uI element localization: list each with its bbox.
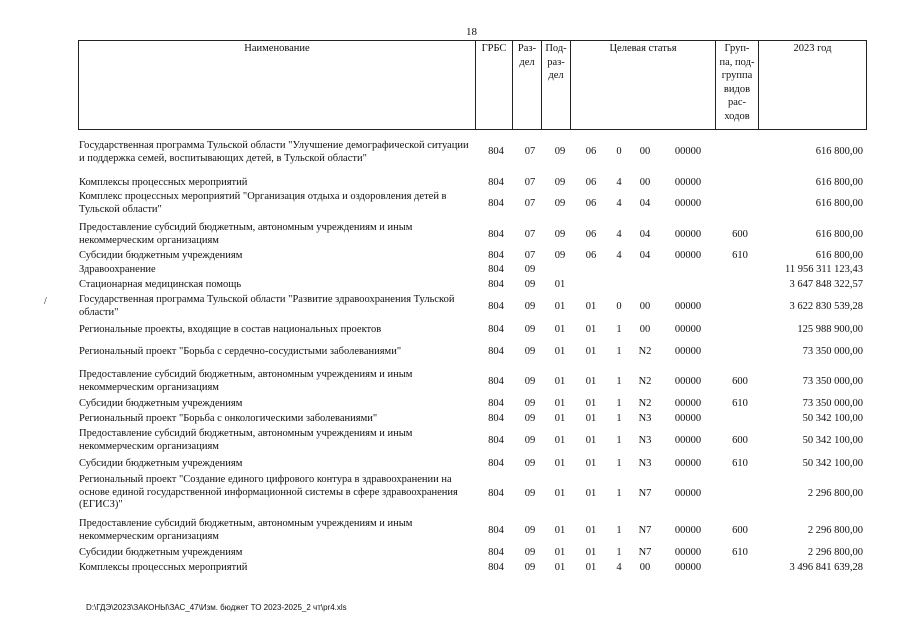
- row-amount: 3 622 830 539,28: [789, 301, 863, 312]
- row-grbs: 804: [488, 146, 504, 157]
- row-amount: 616 800,00: [815, 229, 863, 240]
- row-grbs: 804: [488, 301, 504, 312]
- row-vr: 610: [732, 547, 748, 558]
- row-razdel: 09: [524, 264, 536, 275]
- row-razdel: 09: [524, 376, 536, 387]
- row-grbs: 804: [488, 547, 504, 558]
- row-podrazdel: 09: [554, 146, 566, 157]
- row-grbs: 804: [488, 177, 504, 188]
- row-cs4: 00000: [674, 562, 702, 573]
- row-cs2: 1: [616, 324, 622, 335]
- row-cs1: 01: [585, 562, 597, 573]
- row-cs4: 00000: [674, 229, 702, 240]
- row-cs2: 1: [616, 398, 622, 409]
- row-grbs: 804: [488, 458, 504, 469]
- row-cs2: 4: [616, 562, 622, 573]
- row-cs4: 00000: [674, 301, 702, 312]
- row-podrazdel: 01: [554, 279, 566, 290]
- row-amount: 616 800,00: [815, 177, 863, 188]
- row-grbs: 804: [488, 525, 504, 536]
- row-name: Предоставление субсидий бюджетным, автономным учреждениям и иным некоммерческим организациям: [79, 369, 413, 393]
- row-vr: 610: [732, 250, 748, 261]
- row-grbs: 804: [488, 198, 504, 209]
- row-razdel: 07: [524, 146, 536, 157]
- row-cs2: 1: [616, 525, 622, 536]
- row-amount: 50 342 100,00: [802, 435, 863, 446]
- row-name: Государственная программа Тульской области "Развитие здравоохранения Тульской области": [79, 294, 455, 318]
- row-cs4: 00000: [674, 146, 702, 157]
- row-podrazdel: 01: [554, 525, 566, 536]
- row-cs4: 00000: [674, 413, 702, 424]
- row-podrazdel: 09: [554, 198, 566, 209]
- row-cs1: 01: [585, 376, 597, 387]
- header-podrazdel: Под- раз- дел: [542, 41, 571, 130]
- row-razdel: 07: [524, 198, 536, 209]
- row-cs4: 00000: [674, 250, 702, 261]
- row-grbs: 804: [488, 279, 504, 290]
- row-razdel: 07: [524, 177, 536, 188]
- row-cs1: 01: [585, 435, 597, 446]
- row-cs3: N3: [638, 458, 652, 469]
- row-cs1: 01: [585, 398, 597, 409]
- row-podrazdel: 01: [554, 324, 566, 335]
- row-amount: 50 342 100,00: [802, 458, 863, 469]
- row-cs3: N7: [638, 525, 652, 536]
- row-grbs: 804: [488, 398, 504, 409]
- row-cs1: 01: [585, 301, 597, 312]
- row-cs1: 01: [585, 547, 597, 558]
- header-razdel: Раз- дел: [513, 41, 542, 130]
- row-name: Предоставление субсидий бюджетным, автономным учреждениям и иным некоммерческим организациям: [79, 428, 413, 452]
- row-cs4: 00000: [674, 488, 702, 499]
- row-cs2: 4: [616, 198, 622, 209]
- row-name: Субсидии бюджетным учреждениям: [79, 250, 243, 261]
- row-amount: 125 988 900,00: [797, 324, 863, 335]
- row-cs2: 0: [616, 301, 622, 312]
- row-podrazdel: 01: [554, 435, 566, 446]
- row-razdel: 09: [524, 562, 536, 573]
- row-podrazdel: 01: [554, 458, 566, 469]
- page-number: 18: [466, 26, 477, 38]
- row-cs2: 1: [616, 376, 622, 387]
- row-podrazdel: 01: [554, 547, 566, 558]
- row-grbs: 804: [488, 346, 504, 357]
- row-vr: 610: [732, 458, 748, 469]
- row-cs4: 00000: [674, 198, 702, 209]
- row-cs1: 01: [585, 488, 597, 499]
- row-podrazdel: 01: [554, 301, 566, 312]
- row-cs1: 06: [585, 146, 597, 157]
- row-cs4: 00000: [674, 547, 702, 558]
- row-name: Предоставление субсидий бюджетным, автономным учреждениям и иным некоммерческим организациям: [79, 518, 413, 542]
- margin-mark: /: [44, 296, 47, 307]
- row-razdel: 09: [524, 301, 536, 312]
- row-cs3: N7: [638, 547, 652, 558]
- row-vr: 600: [732, 376, 748, 387]
- row-amount: 616 800,00: [815, 146, 863, 157]
- row-amount: 50 342 100,00: [802, 413, 863, 424]
- row-cs4: 00000: [674, 376, 702, 387]
- row-name: Государственная программа Тульской области "Улучшение демографической ситуации и поддержка семей, воспитывающих детей, в Тульской области": [79, 140, 469, 164]
- row-cs3: 04: [639, 250, 651, 261]
- header-gruppa: Груп- па, под- группа видов рас- ходов: [716, 41, 759, 130]
- row-name: Субсидии бюджетным учреждениям: [79, 547, 243, 558]
- row-amount: 2 296 800,00: [807, 525, 863, 536]
- row-cs1: 06: [585, 229, 597, 240]
- row-name: Комплекс процессных мероприятий "Организация отдыха и оздоровления детей в Тульской области": [79, 191, 447, 215]
- header-celevaya-statya: Целевая статья: [571, 41, 716, 130]
- row-cs4: 00000: [674, 525, 702, 536]
- row-cs4: 00000: [674, 177, 702, 188]
- row-cs1: 01: [585, 458, 597, 469]
- row-cs3: 00: [639, 301, 651, 312]
- row-cs3: N3: [638, 435, 652, 446]
- row-razdel: 09: [524, 525, 536, 536]
- header-name: Наименование: [79, 41, 476, 130]
- row-cs1: 01: [585, 346, 597, 357]
- row-podrazdel: 01: [554, 398, 566, 409]
- row-cs3: N2: [638, 346, 652, 357]
- row-cs1: 06: [585, 198, 597, 209]
- row-razdel: 09: [524, 458, 536, 469]
- row-razdel: 09: [524, 324, 536, 335]
- row-grbs: 804: [488, 435, 504, 446]
- row-cs2: 4: [616, 250, 622, 261]
- row-cs4: 00000: [674, 346, 702, 357]
- row-amount: 3 647 848 322,57: [789, 279, 863, 290]
- row-amount: 2 296 800,00: [807, 547, 863, 558]
- row-cs2: 1: [616, 488, 622, 499]
- row-razdel: 09: [524, 435, 536, 446]
- row-cs4: 00000: [674, 435, 702, 446]
- row-razdel: 09: [524, 346, 536, 357]
- row-vr: 610: [732, 398, 748, 409]
- row-cs4: 00000: [674, 324, 702, 335]
- row-grbs: 804: [488, 264, 504, 275]
- row-cs2: 1: [616, 346, 622, 357]
- row-name: Здравоохранение: [79, 264, 156, 275]
- row-name: Стационарная медицинская помощь: [79, 279, 242, 290]
- row-cs1: 01: [585, 525, 597, 536]
- row-name: Региональный проект "Борьба с сердечно-сосудистыми заболеваниями": [79, 346, 402, 357]
- row-cs2: 1: [616, 547, 622, 558]
- row-razdel: 09: [524, 413, 536, 424]
- row-cs3: 04: [639, 198, 651, 209]
- row-name: Региональный проект "Создание единого цифрового контура в здравоохранении на основе единой государственной информационной системы в сфере здравоохранения (ЕГИСЗ)": [79, 474, 458, 510]
- row-amount: 616 800,00: [815, 198, 863, 209]
- row-cs2: 0: [616, 146, 622, 157]
- row-cs3: N2: [638, 398, 652, 409]
- row-grbs: 804: [488, 488, 504, 499]
- row-cs3: 04: [639, 229, 651, 240]
- row-cs3: N2: [638, 376, 652, 387]
- row-cs3: 00: [639, 146, 651, 157]
- row-podrazdel: 01: [554, 376, 566, 387]
- row-amount: 73 350 000,00: [802, 346, 863, 357]
- row-cs2: 1: [616, 435, 622, 446]
- row-grbs: 804: [488, 324, 504, 335]
- header-grbs: ГРБС: [476, 41, 513, 130]
- row-cs4: 00000: [674, 458, 702, 469]
- row-cs2: 4: [616, 229, 622, 240]
- row-cs3: 00: [639, 562, 651, 573]
- row-grbs: 804: [488, 562, 504, 573]
- row-grbs: 804: [488, 229, 504, 240]
- row-amount: 73 350 000,00: [802, 398, 863, 409]
- row-grbs: 804: [488, 413, 504, 424]
- footer-file-path: D:\ГДЭ\2023\ЗАКОНЫ\ЗАС_47\Изм. бюджет ТО 2023-2025_2 чт\pr4.xls: [86, 603, 347, 612]
- row-vr: 600: [732, 435, 748, 446]
- row-name: Субсидии бюджетным учреждениям: [79, 398, 243, 409]
- row-cs1: 06: [585, 250, 597, 261]
- row-razdel: 09: [524, 398, 536, 409]
- row-cs3: N3: [638, 413, 652, 424]
- row-razdel: 09: [524, 547, 536, 558]
- row-razdel: 07: [524, 250, 536, 261]
- row-name: Предоставление субсидий бюджетным, автономным учреждениям и иным некоммерческим организациям: [79, 222, 413, 246]
- row-podrazdel: 09: [554, 229, 566, 240]
- row-cs3: 00: [639, 177, 651, 188]
- row-cs1: 01: [585, 413, 597, 424]
- row-cs2: 1: [616, 413, 622, 424]
- row-razdel: 09: [524, 488, 536, 499]
- row-podrazdel: 01: [554, 413, 566, 424]
- row-podrazdel: 09: [554, 177, 566, 188]
- row-vr: 600: [732, 229, 748, 240]
- row-cs1: 06: [585, 177, 597, 188]
- header-year: 2023 год: [759, 41, 867, 130]
- row-cs3: 00: [639, 324, 651, 335]
- table-header: [78, 40, 867, 130]
- row-podrazdel: 09: [554, 250, 566, 261]
- row-amount: 11 956 311 123,43: [785, 264, 863, 275]
- row-cs4: 00000: [674, 398, 702, 409]
- row-razdel: 07: [524, 229, 536, 240]
- row-cs2: 4: [616, 177, 622, 188]
- row-name: Комплексы процессных мероприятий: [79, 562, 248, 573]
- row-grbs: 804: [488, 250, 504, 261]
- row-podrazdel: 01: [554, 562, 566, 573]
- row-amount: 616 800,00: [815, 250, 863, 261]
- row-cs1: 01: [585, 324, 597, 335]
- row-cs3: N7: [638, 488, 652, 499]
- row-amount: 2 296 800,00: [807, 488, 863, 499]
- row-name: Комплексы процессных мероприятий: [79, 177, 248, 188]
- row-podrazdel: 01: [554, 488, 566, 499]
- row-name: Региональные проекты, входящие в состав национальных проектов: [79, 324, 382, 335]
- row-cs2: 1: [616, 458, 622, 469]
- row-grbs: 804: [488, 376, 504, 387]
- row-name: Субсидии бюджетным учреждениям: [79, 458, 243, 469]
- row-amount: 73 350 000,00: [802, 376, 863, 387]
- row-amount: 3 496 841 639,28: [789, 562, 863, 573]
- row-razdel: 09: [524, 279, 536, 290]
- row-podrazdel: 01: [554, 346, 566, 357]
- row-name: Региональный проект "Борьба с онкологическими заболеваниями": [79, 413, 378, 424]
- row-vr: 600: [732, 525, 748, 536]
